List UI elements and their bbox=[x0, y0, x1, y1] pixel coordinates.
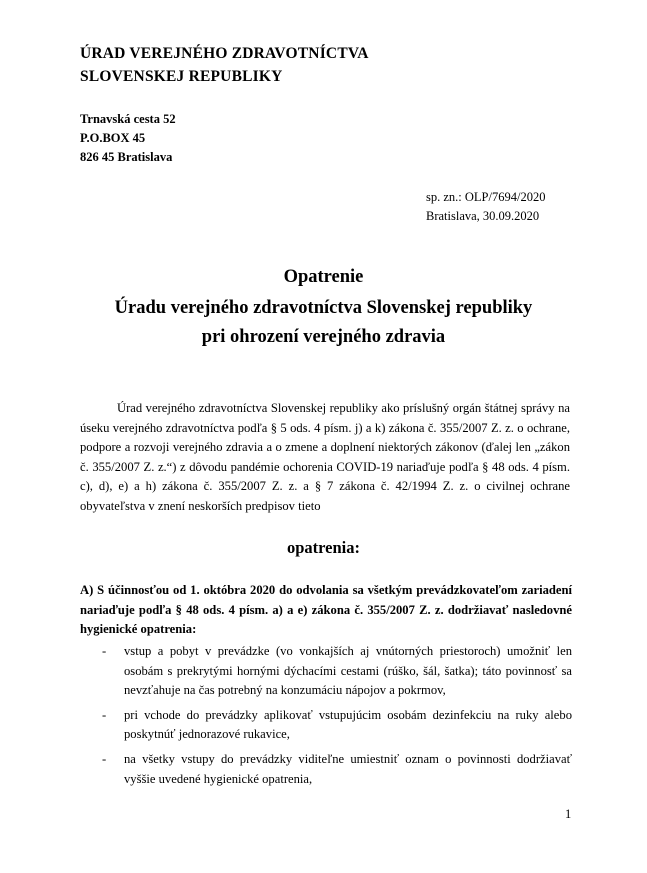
organization-name-line1: ÚRAD VEREJNÉHO ZDRAVOTNÍCTVA bbox=[80, 45, 369, 62]
intro-paragraph bbox=[80, 399, 570, 517]
address-city: 826 45 Bratislava bbox=[80, 150, 173, 164]
place-date: Bratislava, 30.09.2020 bbox=[426, 209, 540, 223]
measures-list bbox=[80, 642, 572, 794]
list-item bbox=[80, 642, 572, 701]
section-a-heading: A) S účinnosťou od 1. októbra 2020 do odvolania sa všetkým prevádzkovateľom zariadení nariaďuje podľa § 48 ods. 4 písm. a) a e) zákona č. 355/2007 Z. z. dodržiavať nasledovné hygienické opatrenia: bbox=[80, 583, 572, 637]
bullet-dash: - bbox=[102, 644, 107, 658]
address-pobox: P.O.BOX 45 bbox=[80, 131, 146, 145]
organization-name-line2: SLOVENSKEJ REPUBLIKY bbox=[80, 68, 283, 85]
document-title: Opatrenie bbox=[283, 267, 364, 287]
list-item bbox=[80, 750, 572, 789]
list-item bbox=[80, 706, 572, 745]
measures-heading: opatrenia: bbox=[286, 538, 361, 557]
page-number: 1 bbox=[565, 807, 572, 821]
bullet-dash: - bbox=[102, 751, 107, 766]
list-item-text: pri vchode do prevádzky aplikovať vstupujúcim osobám dezinfekciu na ruky alebo poskytnúť jednorazové rukavice, bbox=[124, 707, 572, 742]
intro-text: Úrad verejného zdravotníctva Slovenskej republiky ako príslušný orgán štátnej správy na úseku verejného zdravotníctva podľa § 5 ods. 4 písm. j) a k) zákona č. 355/2007 Z. z. o ochrane, podpore a rozvoji verejného zdravia a o zmene a doplnení niektorých zákonov (ďalej len „zákon č. 355/2007 Z. z.“) z dôvodu pandémie ochorenia COVID-19 nariaďuje podľa § 48 ods. 4 písm. c), d), e) a h) zákona č. 355/2007 Z. z. a § 7 zákona č. 42/1994 Z. z. o civilnej ochrane obyvateľstva v znení neskorších predpisov tieto bbox=[80, 401, 570, 513]
list-item-text: vstup a pobyt v prevádzke (vo vonkajších aj vnútorných priestoroch) umožniť len osobám s prekrytými hornými dýchacími cestami (rúško, šál, šatka); táto povinnosť sa nevzťahuje na čas potrebný na konzumáciu nápojov a pokrmov, bbox=[124, 644, 572, 698]
address-street: Trnavská cesta 52 bbox=[80, 112, 176, 126]
list-item-text: na všetky vstupy do prevádzky viditeľne umiestniť oznam o povinnosti dodržiavať vyššie uvedené hygienické opatrenia, bbox=[124, 751, 572, 786]
file-reference: sp. zn.: OLP/7694/2020 bbox=[426, 190, 546, 204]
document-title-line3: pri ohrození verejného zdravia bbox=[201, 327, 446, 347]
document-title-line2: Úradu verejného zdravotníctva Slovenskej republiky bbox=[114, 298, 533, 318]
bullet-dash: - bbox=[102, 707, 107, 722]
